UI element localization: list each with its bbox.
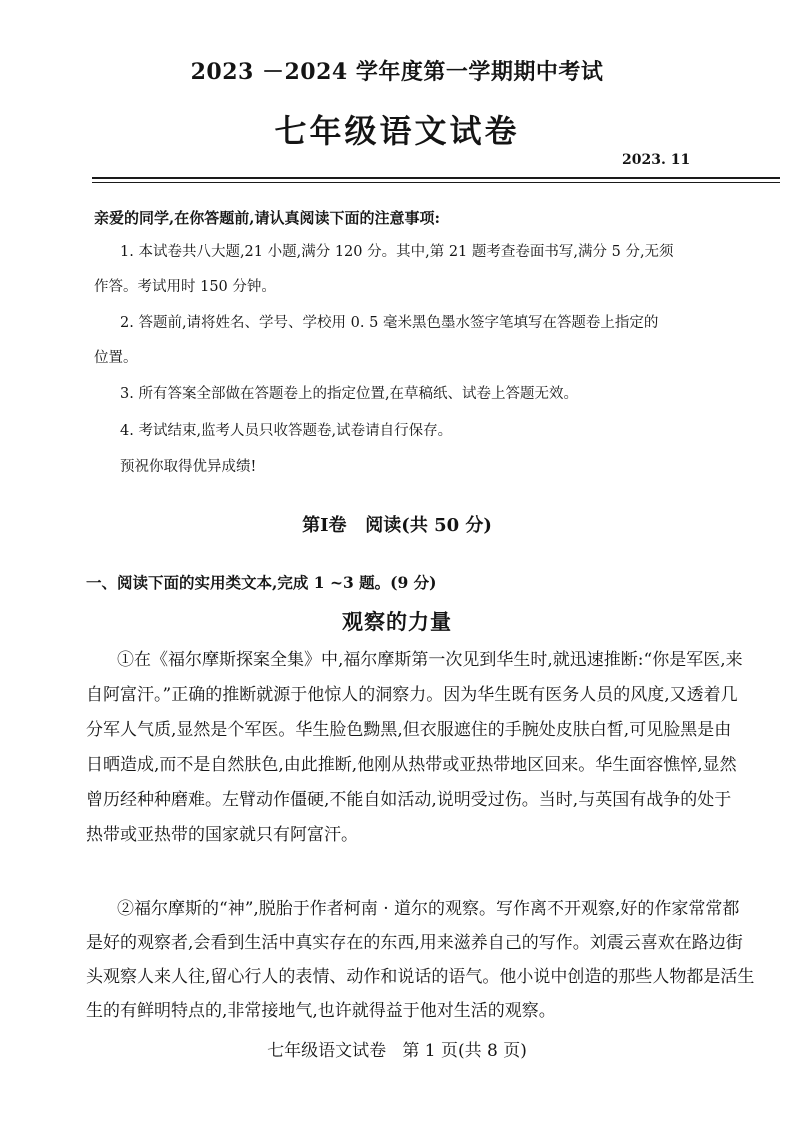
page-footer: 七年级语文试卷 第 1 页(共 8 页) xyxy=(267,1041,527,1061)
notice-wish: 预祝你取得优异成绩! xyxy=(120,459,257,475)
notice-item-1-line-2: 作答。考试用时 150 分钟。 xyxy=(94,279,276,295)
header-rule-thin xyxy=(92,182,780,183)
article-line: 生的有鲜明特点的,非常接地气,也许就得益于他对生活的观察。 xyxy=(86,1001,556,1021)
article-line: ①在《福尔摩斯探案全集》中,福尔摩斯第一次见到华生时,就迅速推断:“你是军医,来 xyxy=(117,650,743,670)
article-line: 热带或亚热带的国家就只有阿富汗。 xyxy=(86,825,358,845)
section-title: 第Ⅰ卷 阅读(共 50 分) xyxy=(302,515,492,536)
article-line: 是好的观察者,会看到生活中真实存在的东西,用来滋养自己的写作。刘震云喜欢在路边街 xyxy=(86,933,743,953)
header-rule-thick xyxy=(92,177,780,179)
notice-item-2-line-2: 位置。 xyxy=(94,350,138,366)
article-line: ②福尔摩斯的“神”,脱胎于作者柯南 · 道尔的观察。写作离不开观察,好的作家常常都 xyxy=(117,899,740,919)
article-line: 曾历经种种磨难。左臂动作僵硬,不能自如活动,说明受过伤。当时,与英国有战争的处于 xyxy=(86,790,732,810)
school-year-title: 2023 －2024 学年度第一学期期中考试 xyxy=(190,59,604,85)
notice-item-4: 4. 考试结束,监考人员只收答题卷,试卷请自行保存。 xyxy=(120,423,453,439)
article-line: 日晒造成,而不是自然肤色,由此推断,他刚从热带或亚热带地区回来。华生面容憔悴,显然 xyxy=(86,755,737,775)
notice-item-2-line-1: 2. 答题前,请将姓名、学号、学校用 0. 5 毫米黑色墨水签字笔填写在答题卷上指定的 xyxy=(120,315,659,331)
article-line: 头观察人来人往,留心行人的表情、动作和说话的语气。他小说中创造的那些人物都是活生 xyxy=(86,967,755,987)
notice-greeting: 亲爱的同学,在你答题前,请认真阅读下面的注意事项: xyxy=(94,209,440,227)
paper-title: 七年级语文试卷 xyxy=(274,112,520,150)
article-title: 观察的力量 xyxy=(342,609,452,634)
article-line: 自阿富汗。”正确的推断就源于他惊人的洞察力。因为华生既有医务人员的风度,又透着几 xyxy=(86,685,738,705)
notice-item-3: 3. 所有答案全部做在答题卷上的指定位置,在草稿纸、试卷上答题无效。 xyxy=(120,386,579,402)
exam-date: 2023. 11 xyxy=(622,152,691,168)
notice-item-1-line-1: 1. 本试卷共八大题,21 小题,满分 120 分。其中,第 21 题考查卷面书写,满分 5 分,无须 xyxy=(120,244,674,260)
article-line: 分军人气质,显然是个军医。华生脸色黝黑,但衣服遮住的手腕处皮肤白皙,可见脸黑是由 xyxy=(86,720,732,740)
question-1-instruction: 一、阅读下面的实用类文本,完成 1 ~3 题。(9 分) xyxy=(86,573,437,592)
